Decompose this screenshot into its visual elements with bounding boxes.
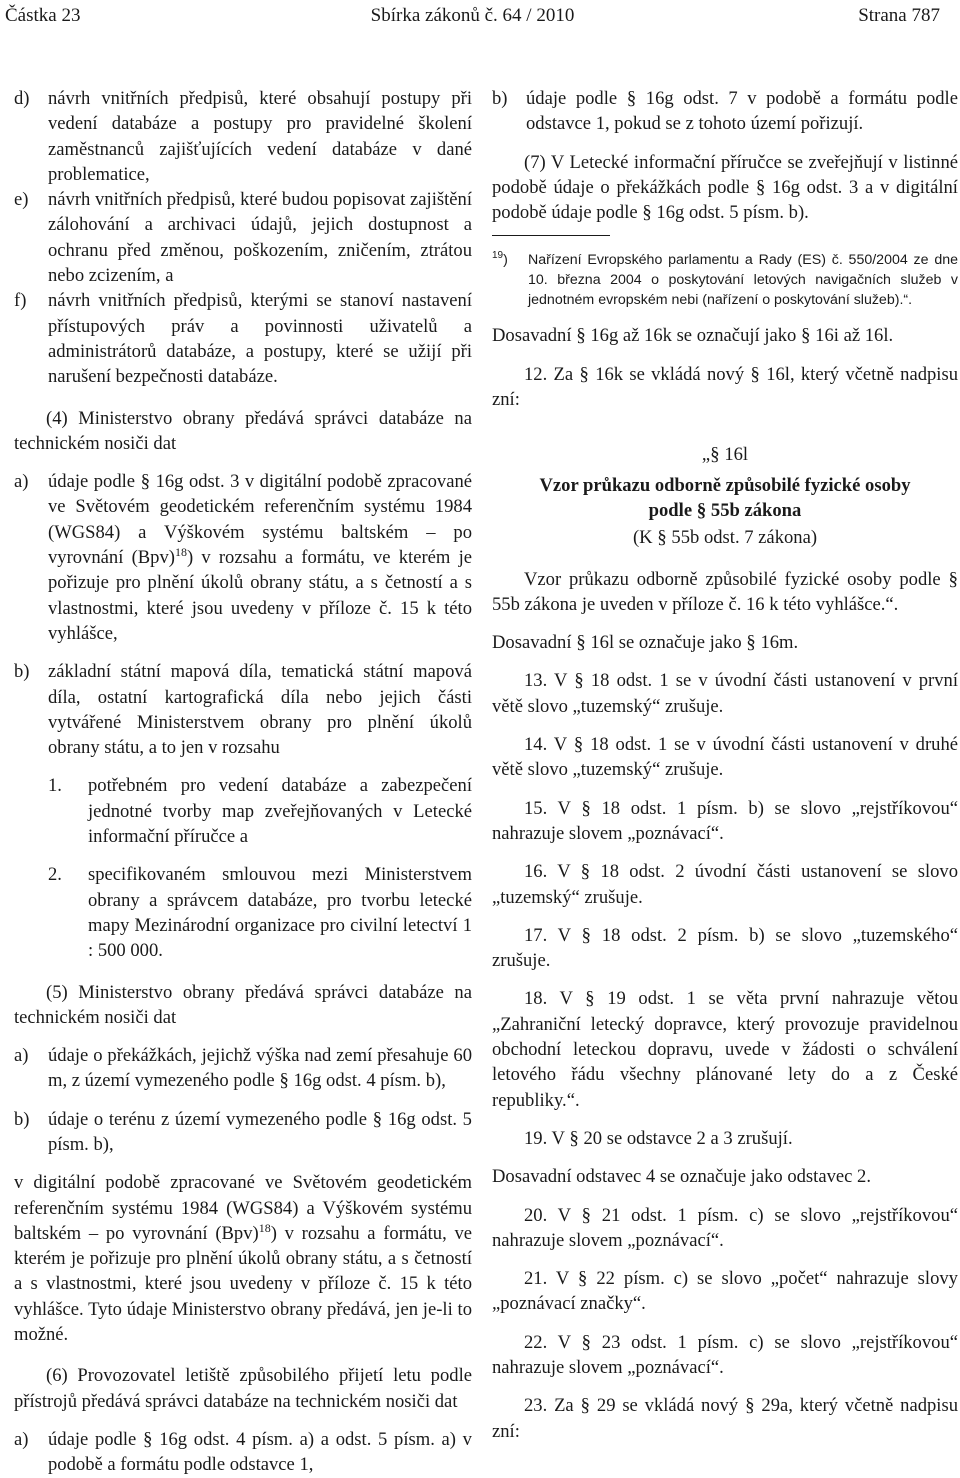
paragraph-6-item-b: b) údaje podle § 16g odst. 7 v podobě a formátu podle odstavce 1, pokud se z tohoto území pořizují. <box>492 88 958 135</box>
section-heading-number: „§ 16l <box>701 444 749 466</box>
page-header <box>5 3 940 29</box>
section-sign: § <box>581 797 591 819</box>
list-item-f: f) návrh vnitřních předpisů, kterými se stanoví nastavení přístupových práv a povinnosti uživatelů a administrátorů databáze, a postupy, které se užijí při narušení bezpečnosti databáze. <box>14 290 472 388</box>
paragraph-4-item-a: a) údaje podle § 16g odst. 3 v digitální podobě zpracované ve Světovém geodetickém referenčním systému 1984 (WGS84) a Výškovém systému baltském – po vyrovnání (Bpv)$^{18}$) v rozsahu a formátu, ve kterém je pořizuje pro plnění úkolů obrany státu, a s četností a s vlastnostmi, které jsou uvedeny v příloze č. 15 k této vyhlášce, <box>14 471 473 644</box>
section-sign: § <box>746 632 756 654</box>
section-sign: § <box>710 444 720 466</box>
section-sign: § <box>642 202 652 224</box>
section-sign: § <box>569 1127 579 1149</box>
amendment-22: 22. V § 23 odst. 1 písm. c) se slovo „rejstříkovou“ nahrazuje slovem „poznávací“. <box>492 1331 958 1378</box>
section-sign: § <box>577 1268 588 1290</box>
amendment-17: 17. V § 18 odst. 2 písm. b) se slovo „tuzemského“ zrušuje. <box>492 924 958 972</box>
section-sign: § <box>574 670 584 692</box>
section-body: Vzor průkazu odborně způsobilé fyzické osoby podle § 55b zákona je uveden v příloze č. 16 k této vyhlášce.“. <box>492 568 959 615</box>
section-sign: § <box>585 988 595 1010</box>
header-page-number: Strana 787 <box>858 5 940 26</box>
section-sign: § <box>801 325 811 347</box>
section-sign: § <box>573 734 584 756</box>
section-sign: § <box>576 325 586 347</box>
section-sign: § <box>580 1395 591 1417</box>
amendment-14: 14. V § 18 odst. 1 se v úvodní části ustanovení v druhé větě slovo „tuzemský“ zrušuje. <box>492 734 958 781</box>
numbered-item-1: 1. potřebném pro vedení databáze a zabezpečení jednotné tvorby map zveřejňovaných v Letecké informační příručce a <box>48 775 472 848</box>
list-item-d: d) návrh vnitřních předpisů, které obsahují postupy při vedení databáze a postupy pro pravidelné školení zaměstnanců zajišťujících vedení databáze v dané problematice, <box>14 88 472 185</box>
footnote-ref: 18 <box>258 1220 271 1235</box>
renumbering-note-2: Dosavadní § 16l se označuje jako § 16m. <box>492 632 799 654</box>
section-sign: § <box>696 499 707 521</box>
list-item-e: e) návrh vnitřních předpisů, které budou popisovat zajištění zálohování a archivaci údajů, jejich dostupnost a ochranu před změnou, poškozením, zničením, ztrátou nebo zcizením, a <box>14 189 472 287</box>
section-sign: § <box>626 88 637 109</box>
footnote-divider <box>492 235 610 236</box>
amendment-21: 21. V § 22 písm. c) se slovo „počet“ nahrazuje slovy „poznávací značky“. <box>492 1268 958 1315</box>
paragraph-5-item-b: b) údaje o terénu z území vymezeného podle § 16g odst. 5 písm. b), <box>14 1108 472 1155</box>
section-sign: § <box>948 568 959 590</box>
paragraph-5: (5) Ministerstvo obrany předává správci databáze na technickém nosiči dat <box>14 981 472 1028</box>
amendment-15: 15. V § 18 odst. 1 písm. b) se slovo „rejstříkovou“ nahrazuje slovem „poznávací“. <box>492 797 958 844</box>
renumbering-note-3: Dosavadní odstavec 4 se označuje jako odstavec 2. <box>492 1166 871 1188</box>
amendment-12: 12. Za § 16k se vkládá nový § 16l, který včetně nadpisu zní: <box>492 363 958 411</box>
header-collection-title: Sbírka zákonů č. 64 / 2010 <box>370 5 575 26</box>
section-sign: § <box>755 176 766 198</box>
section-sign: § <box>581 1204 592 1226</box>
paragraph-7: (7) V Letecké informační příručce se zveřejňují v listinné podobě údaje o překážkách podle § 16g odst. 3 a v digitální podobě údaje podle § 16g odst. 5 písm. b). <box>492 151 958 224</box>
paragraph-4: (4) Ministerstvo obrany předává správci databáze na technickém nosiči dat <box>14 407 472 454</box>
footnote-ref: 18 <box>174 545 187 560</box>
section-sign: § <box>576 632 586 654</box>
paragraph-5-item-a: a) údaje o překážkách, jejichž výška nad zemí přesahuje 60 m, z území vymezeného podle § 16g odst. 4 písm. b), <box>14 1045 472 1092</box>
paragraph-6-item-a: a) údaje podle § 16g odst. 4 písm. a) a odst. 5 písm. a) v podobě a formátu podle odstavce 1, <box>14 1428 472 1476</box>
section-sign: § <box>581 1331 592 1353</box>
footnote-number: 19 <box>492 250 504 262</box>
section-sign: § <box>579 363 589 385</box>
footnote-19: $^{19}$) Nařízení Evropského parlamentu a Rady (ES) č. 550/2004 ze dne 10. března 2004 o poskytování letových navigačních služeb v jednotném evropském nebi (nařízení o poskytování služeb).“. <box>492 250 958 309</box>
amendment-23: 23. Za § 29 se vkládá nový § 29a, který včetně nadpisu zní: <box>492 1395 958 1442</box>
left-column <box>14 86 472 1478</box>
section-sign: § <box>372 1108 383 1130</box>
paragraph-6: (6) Provozovatel letiště způsobilého přijetí letu podle přístrojů předává správci databáze na technickém nosiči dat <box>14 1365 472 1412</box>
amendment-18: 18. V § 19 odst. 1 se věta první nahrazuje větou „Zahraniční letecký dopravce, který provozuje pravidelnou obchodní leteckou dopravu, uvede v žádosti o schválení letového řádu všechny plánované lety do a z České republiky.“. <box>492 988 959 1111</box>
amendment-19: 19. V § 20 se odstavce 2 a 3 zrušují. <box>524 1127 793 1149</box>
section-title: Vzor průkazu odborně způsobilé fyzické osoby <box>539 474 911 496</box>
paragraph-5-continuation: v digitální podobě zpracované ve Světovém geodetickém referenčním systému 1984 (WGS84) a Výškovém systému baltském – po vyrovnání (Bpv)$^{18}$) v rozsahu a formátu, ve kterém je pořizuje pro plnění úkolů obrany státu, a s četností a s vlastnostmi, které jsou uvedeny v příloze č. 15 k této vyhlášce. Tyto údaje Ministerstvo obrany předává, jen je-li to možné. <box>14 1172 472 1346</box>
section-sign: § <box>279 1070 289 1092</box>
amendment-13: 13. V § 18 odst. 1 se v úvodní části ustanovení v první větě slovo „tuzemský“ zrušuje. <box>492 670 959 717</box>
section-title-line-2: podle § 55b zákona <box>648 499 802 521</box>
amendment-20: 20. V § 21 odst. 1 písm. c) se slovo „rejstříkovou“ nahrazuje slovem „poznávací“. <box>492 1204 958 1251</box>
section-sign: § <box>745 1395 755 1417</box>
renumbering-note-1: Dosavadní § 16g až 16k se označují jako § 16i až 16l. <box>492 325 894 347</box>
header-part-number: Částka 23 <box>5 5 81 26</box>
amendment-16: 16. V § 18 odst. 2 úvodní části ustanovení se slovo „tuzemský“ zrušuje. <box>492 861 959 908</box>
section-sign: § <box>142 1428 153 1450</box>
section-sign: § <box>580 861 591 883</box>
numbered-item-2: 2. specifikovaném smlouvou mezi Ministerstvem obrany a správcem databáze, pro tvorbu letecké mapy Mezinárodní organizace pro civilní letectví 1 : 500 000. <box>48 864 472 962</box>
right-column <box>492 86 958 1444</box>
section-sign: § <box>750 363 760 385</box>
section-reference: (K § 55b odst. 7 zákona) <box>632 527 818 549</box>
section-sign: § <box>657 527 667 549</box>
section-sign: § <box>140 471 151 493</box>
section-sign: § <box>581 924 592 946</box>
paragraph-4-item-b: b) základní státní mapová díla, tematická státní mapová díla, ostatní kartografická díla nebo jejich části vytvářené Ministerstvem obrany pro plnění úkolů obrany státu, a to jen v rozsahu <box>14 661 472 759</box>
